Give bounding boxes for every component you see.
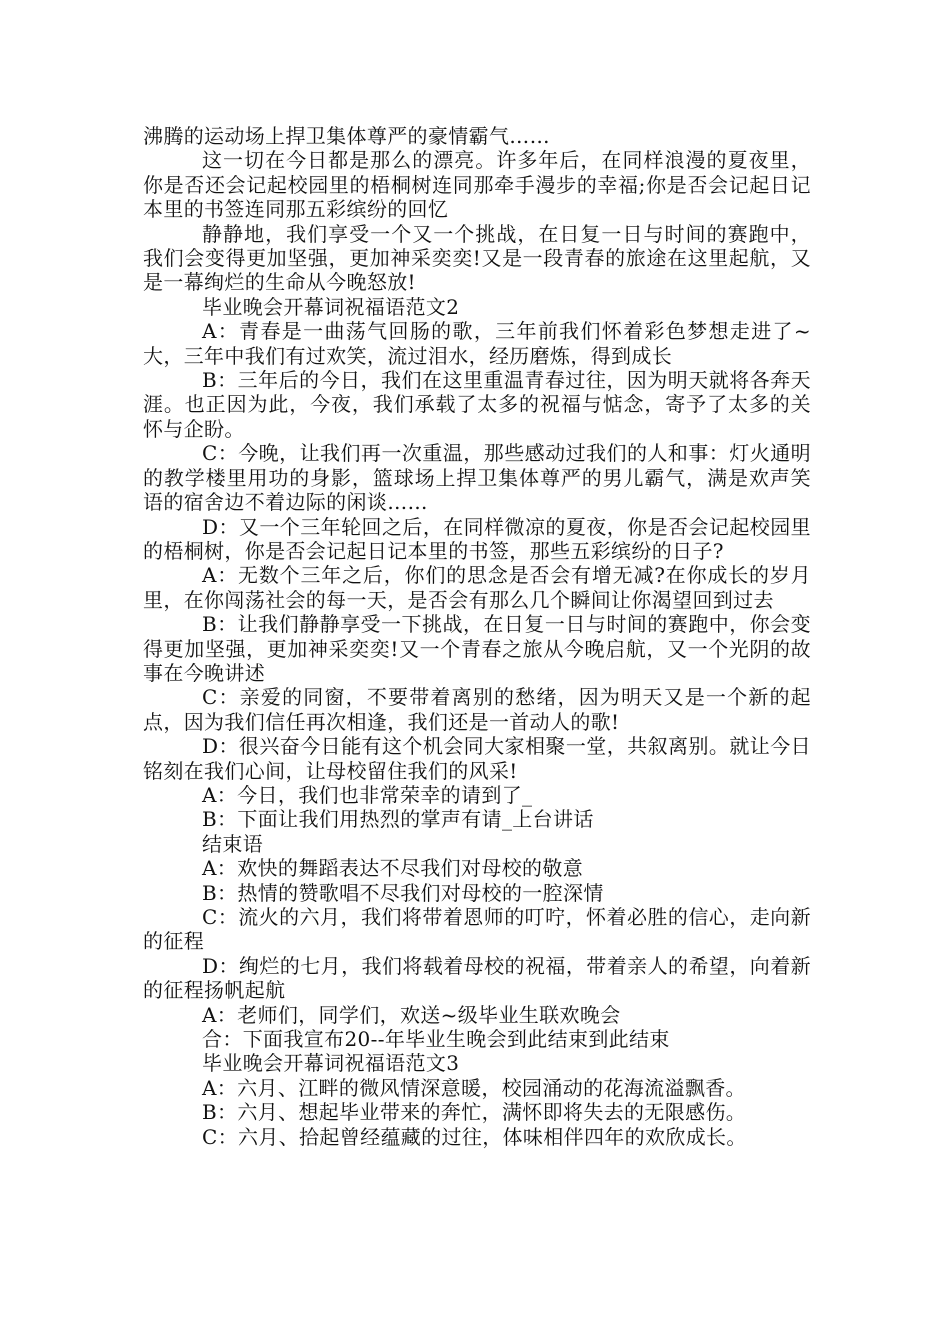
dialogue-line: D：很兴奋今日能有这个机会同大家相聚一堂，共叙离别。就让今日铭刻在我们心间，让母校留住我们的风采! — [143, 734, 811, 783]
dialogue-line: C：今晚，让我们再一次重温，那些感动过我们的人和事：灯火通明的教学楼里用功的身影，篮球场上捍卫集体尊严的男儿霸气，满是欢声笑语的宿舍边不着边际的闲谈…… — [143, 441, 811, 515]
dialogue-line: C：亲爱的同窗，不要带着离别的愁绪，因为明天又是一个新的起点，因为我们信任再次相逢，我们还是一首动人的歌! — [143, 685, 811, 734]
paragraph-continuation: 沸腾的运动场上捍卫集体尊严的豪情霸气…… — [143, 124, 550, 148]
dialogue-line: B：三年后的今日，我们在这里重温青春过往，因为明天就将各奔天涯。也正因为此，今夜，我们承载了太多的祝福与惦念，寄予了太多的关怀与企盼。 — [143, 368, 811, 441]
dialogue-line: B：下面让我们用热烈的掌声有请_上台讲话 — [202, 807, 594, 832]
paragraph: 这一切在今日都是那么的漂亮。许多年后，在同样浪漫的夏夜里，你是否还会记起校园里的梧桐树连同那牵手漫步的幸福;你是否会记起日记本里的书签连同那五彩缤纷的回忆 — [143, 148, 811, 222]
dialogue-line: A：六月、江畔的微风情深意暖，校园涌动的花海流溢飘香。 — [202, 1075, 746, 1100]
dialogue-line: B：热情的赞歌唱不尽我们对母校的一腔深情 — [202, 880, 604, 905]
paragraph: 静静地，我们享受一个又一个挑战，在日复一日与时间的赛跑中，我们会变得更加坚强，更加神采奕奕!又是一段青春的旅途在这里起航，又是一幕绚烂的生命从今晚怒放! — [143, 221, 811, 295]
dialogue-line: A：青春是一曲荡气回肠的歌，三年前我们怀着彩色梦想走进了~大，三年中我们有过欢笑，流过泪水，经历磨炼，得到成长 — [143, 319, 811, 368]
dialogue-line: D：又一个三年轮回之后，在同样微凉的夏夜，你是否会记起校园里的梧桐树，你是否会记起日记本里的书签，那些五彩缤纷的日子? — [143, 514, 811, 563]
dialogue-line: A：老师们，同学们，欢送~级毕业生联欢晚会 — [202, 1002, 621, 1027]
dialogue-line: C：六月、拾起曾经蕴藏的过往，体味相伴四年的欢欣成长。 — [202, 1124, 747, 1149]
dialogue-line: 合：下面我宣布20--年毕业生晚会到此结束到此结束 — [202, 1027, 670, 1052]
section-heading: 结束语 — [202, 831, 264, 856]
dialogue-line: C：流火的六月，我们将带着恩师的叮咛，怀着必胜的信心，走向新的征程 — [143, 905, 811, 954]
document-body — [143, 124, 811, 1149]
dialogue-line: B：六月、想起毕业带来的奔忙，满怀即将失去的无限感伤。 — [202, 1100, 747, 1125]
dialogue-line: D：绚烂的七月，我们将载着母校的祝福，带着亲人的希望，向着新的征程扬帆起航 — [143, 953, 811, 1003]
dialogue-line: B：让我们静静享受一下挑战，在日复一日与时间的赛跑中，你会变得更加坚强，更加神采奕奕!又一个青春之旅从今晚启航，又一个光阴的故事在今晚讲述 — [143, 612, 811, 685]
section-heading: 毕业晚会开幕词祝福语范文2 — [202, 294, 460, 319]
dialogue-line: A：欢快的舞蹈表达不尽我们对母校的敬意 — [202, 856, 584, 881]
section-heading: 毕业晚会开幕词祝福语范文3 — [202, 1051, 460, 1076]
dialogue-line: A：今日，我们也非常荣幸的请到了_ — [202, 782, 533, 807]
dialogue-line: A：无数个三年之后，你们的思念是否会有增无减?在你成长的岁月里，在你闯荡社会的每一天，是否会有那么几个瞬间让你渴望回到过去 — [143, 563, 811, 612]
